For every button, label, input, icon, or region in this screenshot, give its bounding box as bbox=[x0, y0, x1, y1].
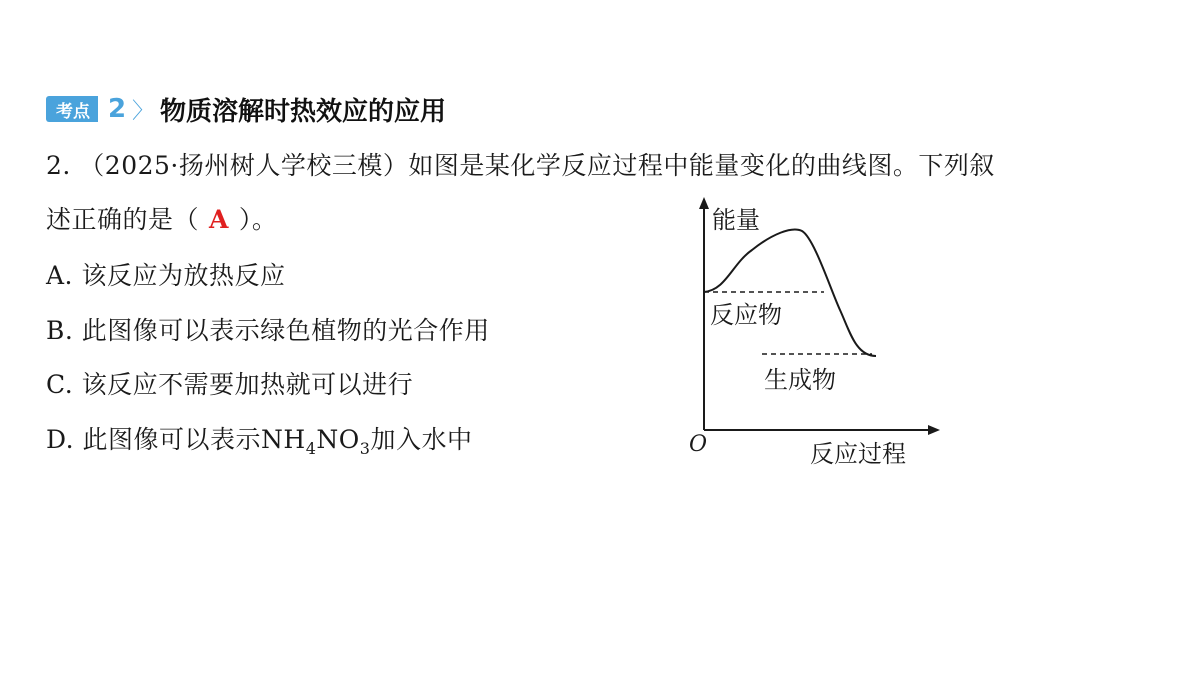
option-a: A. 该反应为放热反应 bbox=[46, 261, 286, 290]
option-c: C. 该反应不需要加热就可以进行 bbox=[46, 370, 414, 399]
option-d-suffix: 加入水中 bbox=[370, 425, 473, 454]
section-header bbox=[46, 92, 446, 126]
option-d-sub-2: 3 bbox=[359, 439, 371, 458]
section-title: 物质溶解时热效应的应用 bbox=[160, 96, 447, 127]
x-axis-label: 反应过程 bbox=[810, 440, 906, 468]
y-axis-arrow-icon bbox=[699, 197, 709, 209]
option-d bbox=[46, 420, 473, 458]
option-b: B. 此图像可以表示绿色植物的光合作用 bbox=[46, 316, 490, 345]
chevron-right-icon: 〉 bbox=[132, 98, 155, 124]
answer-mark: A bbox=[209, 205, 229, 234]
energy-curve bbox=[704, 230, 876, 356]
product-label: 生成物 bbox=[764, 366, 836, 394]
reactant-label: 反应物 bbox=[710, 301, 782, 329]
x-axis-arrow-icon bbox=[928, 425, 940, 435]
question-stem-suffix: ）。 bbox=[238, 205, 278, 234]
y-axis-label: 能量 bbox=[712, 206, 760, 234]
option-d-prefix: D. 此图像可以表示NH bbox=[46, 425, 306, 454]
kaodian-number: 2 bbox=[107, 94, 127, 124]
question-line-1: 2. （2025·扬州树人学校三模）如图是某化学反应过程中能量变化的曲线图。下列叙 bbox=[46, 151, 995, 180]
option-d-mid: NO bbox=[316, 425, 360, 454]
option-d-sub-1: 4 bbox=[305, 439, 317, 458]
kaodian-badge: 考点 bbox=[46, 96, 98, 122]
question-line-2 bbox=[46, 200, 277, 236]
energy-diagram bbox=[684, 192, 944, 472]
origin-label: O bbox=[689, 432, 708, 457]
question-stem-prefix: 述正确的是（ bbox=[46, 205, 200, 234]
